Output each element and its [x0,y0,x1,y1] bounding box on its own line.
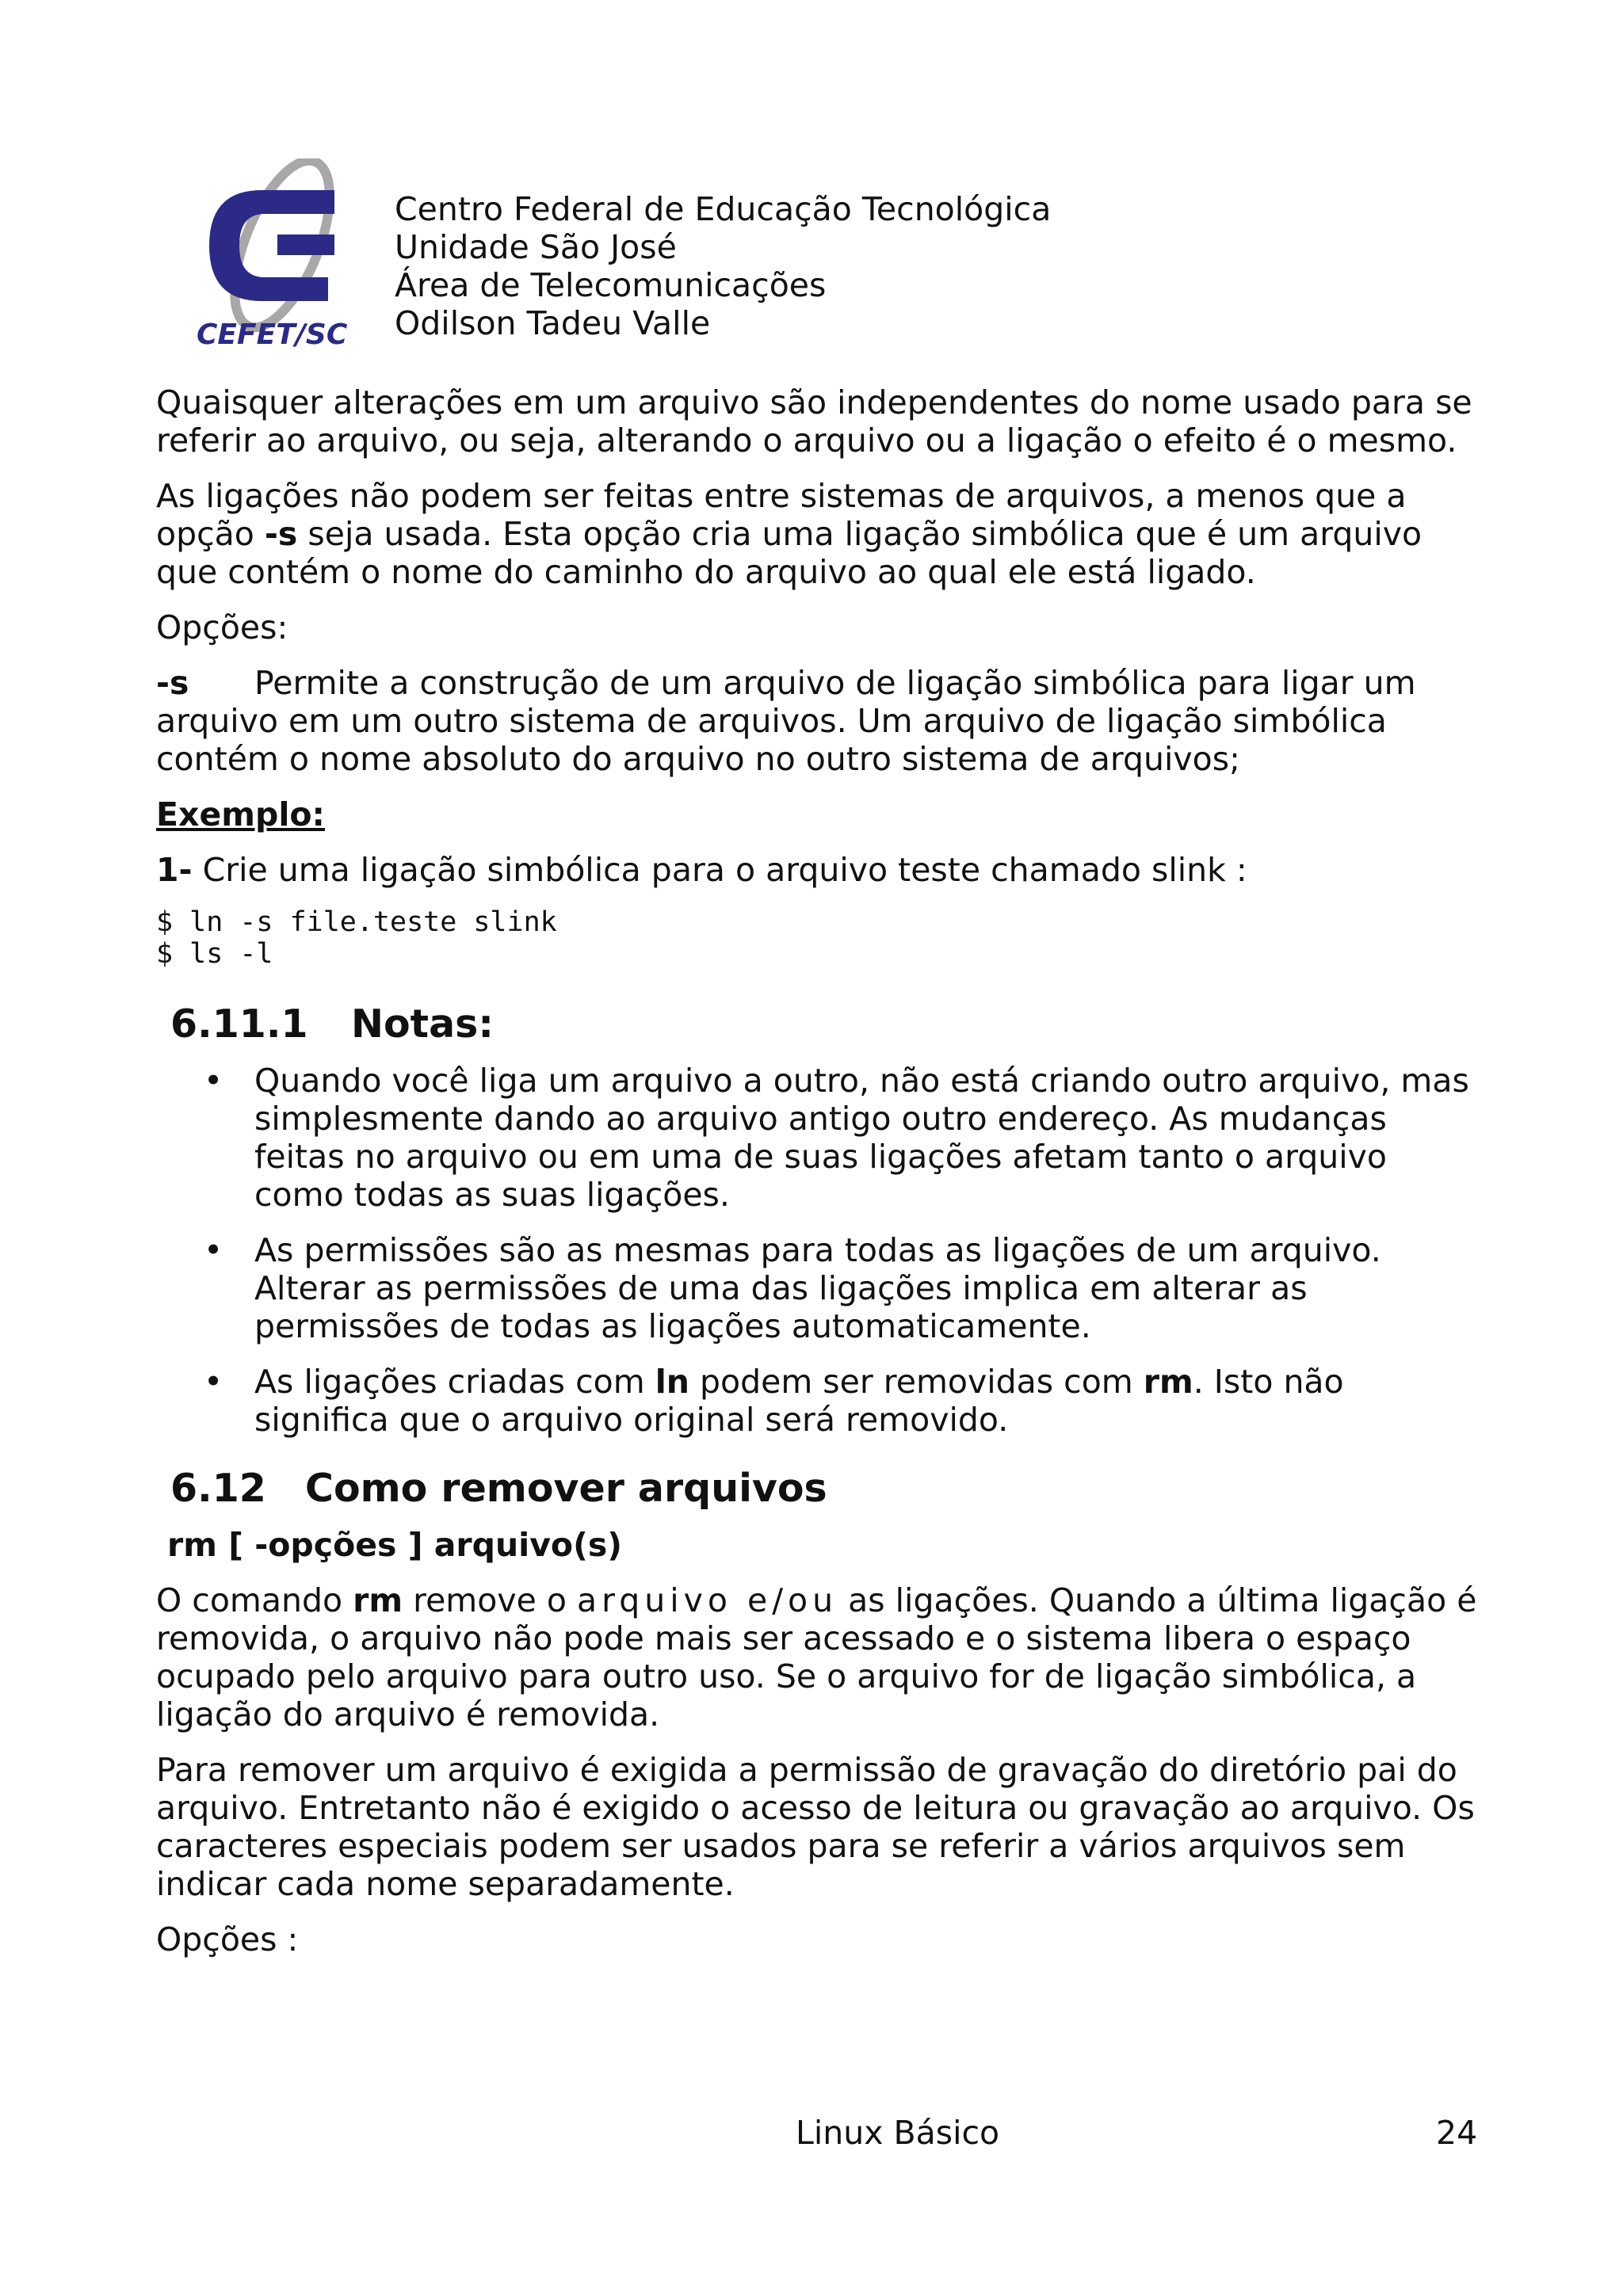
rm-paragraph-1: O comando rm remove o arquivo e/ou as ligações. Quando a última ligação é removida, o arquivo não pode mais ser acessado e o sistema libera o espaço ocupado pelo arquivo para outro uso. Se o arquivo for de ligação simbólica, a ligação do arquivo é removida. [156,1581,1477,1733]
footer-title: Linux Básico [796,2114,1000,2152]
example-title: Exemplo: [156,795,325,833]
page-number: 24 [1436,2114,1478,2152]
options-label: Opções: [156,608,288,646]
header-line-2: Unidade São José [395,228,677,266]
example-instruction: 1- Crie uma ligação simbólica para o arquivo teste chamado slink : [156,851,1247,889]
section-heading-rm: 6.12 Como remover arquivos [170,1466,827,1511]
list-item: • Quando você liga um arquivo a outro, não está criando outro arquivo, mas simplesmente dando ao arquivo antigo outro endereço. As mudanças feitas no arquivo ou em uma de suas ligações afetam tanto o arquivo como todas as suas ligações. [204,1062,1469,1214]
bullet-icon: • [204,1363,223,1401]
rm-syntax: rm [ -opções ] arquivo(s) [167,1526,622,1564]
bullet-icon: • [204,1231,223,1269]
page-content [156,383,1480,1976]
section-heading-notes: 6.11.1 Notas: [170,1001,494,1047]
option-key: -s [156,664,189,702]
paragraph-1: Quaisquer alterações em um arquivo são independentes do nome usado para se referir ao arquivo, ou seja, alterando o arquivo ou a ligação o efeito é o mesmo. [156,383,1472,460]
bullet-icon: • [204,1062,223,1100]
rm-options-label: Opções : [156,1920,299,1958]
option-s-inline: -s [264,515,298,553]
header-line-1: Centro Federal de Educação Tecnológica [395,190,1052,228]
code-line-2: $ ls -l [156,938,273,970]
option-text: Permite a construção de um arquivo de ligação simbólica para ligar um arquivo em um outro sistema de arquivos. Um arquivo de ligação simbólica contém o nome absoluto do arquivo no outro sistema de arquivos; [156,664,1416,778]
paragraph-2: As ligações não podem ser feitas entre sistemas de arquivos, a menos que a opção -s seja usada. Esta opção cria uma ligação simbólica que é um arquivo que contém o nome do caminho do arquivo ao qual ele está ligado. [156,477,1423,591]
option-s-description [156,664,1480,778]
list-item: • As ligações criadas com ln podem ser removidas com rm. Isto não significa que o arquivo original será removido. [204,1363,1344,1439]
list-item: • As permissões são as mesmas para todas as ligações de um arquivo. Alterar as permissões de uma das ligações implica em alterar as permissões de todas as ligações automaticamente. [204,1231,1381,1345]
header-line-4: Odilson Tadeu Valle [395,304,711,342]
code-block [156,906,1480,970]
code-line-1: $ ln -s file.teste slink [156,906,557,938]
rm-paragraph-2: Para remover um arquivo é exigida a permissão de gravação do diretório pai do arquivo. Entretanto não é exigido o acesso de leitura ou gravação ao arquivo. Os caracteres especiais podem ser usados para se referir a vários arquivos sem indicar cada nome separadamente. [156,1751,1475,1903]
cefet-logo [189,158,379,357]
header-line-3: Área de Telecomunicações [395,266,827,304]
notes-list [156,1062,1480,1439]
institution-header [395,190,1051,342]
logo-text: CEFET/SC [197,318,348,351]
